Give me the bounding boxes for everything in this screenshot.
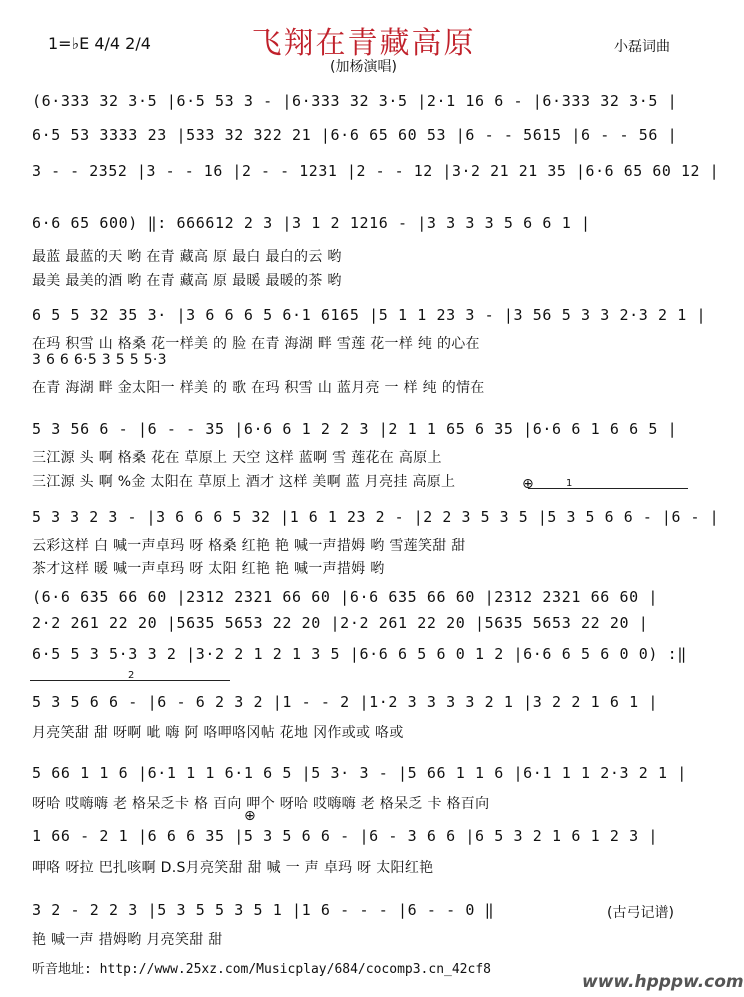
notation-row: (6·6 635 66 60 |2312 2321 66 60 |6·6 635 66 60 |2312 2321 66 60 | <box>32 588 658 606</box>
lyric-line: 三江源 头 啊 %金 太阳在 草原上 酒才 这样 美啊 蓝 月亮挂 高原上 <box>32 474 456 490</box>
song-subtitle: (加杨演唱) <box>330 59 397 75</box>
lyric-line: 艳 喊一声 措姆哟 月亮笑甜 甜 <box>32 932 223 948</box>
lyric-line: 3 6 6 6·5 3 5 5 5·3 <box>32 352 167 368</box>
key-signature: 1=♭E 4/4 2/4 <box>48 34 151 53</box>
lyric-line: 呀哈 哎嗨嗨 老 格呆乏卡 格 百向 呷个 呀哈 哎嗨嗨 老 格呆乏 卡 格百向 <box>32 796 490 812</box>
lyric-line: 月亮笑甜 甜 呀啊 呲 嗨 阿 咯呷咯冈帖 花地 冈作或或 咯或 <box>32 725 404 741</box>
notation-row: 6·5 5 3 5·3 3 2 |3·2 2 1 2 1 3 5 |6·6 6 5 6 0 1 2 |6·6 6 5 6 0 0) :‖ <box>32 645 687 663</box>
lyric-line: 云彩这样 白 喊一声卓玛 呀 格桑 红艳 艳 喊一声措姆 哟 雪莲笑甜 甜 <box>32 538 466 554</box>
notation-row: 6·5 53 3333 23 |533 32 322 21 |6·6 65 60 53 |6 - - 5615 |6 - - 56 | <box>32 126 678 144</box>
notation-row: 5 3 3 2 3 - |3 6 6 6 5 32 |1 6 1 23 2 - |2 2 3 5 3 5 |5 3 5 6 6 - |6 - | <box>32 508 720 526</box>
coda-icon: ⊕ <box>522 476 534 492</box>
lyric-line: 茶才这样 暖 喊一声卓玛 呀 太阳 红艳 艳 喊一声措姆 哟 <box>32 561 385 577</box>
notation-row: 5 66 1 1 6 |6·1 1 1 6·1 6 5 |5 3· 3 - |5 66 1 1 6 |6·1 1 1 2·3 2 1 | <box>32 764 687 782</box>
coda-icon-2: ⊕ <box>244 808 256 824</box>
lyric-line: 在玛 积雪 山 格桑 花一样美 的 脸 在青 海湖 畔 雪莲 花一样 纯 的心在 <box>32 336 480 352</box>
lyric-line: 最蓝 最蓝的天 哟 在青 藏高 原 最白 最白的云 哟 <box>32 249 342 265</box>
composer-credit: 小磊词曲 <box>614 39 670 55</box>
notation-row: 6 5 5 32 35 3· |3 6 6 6 5 6·1 6165 |5 1 1 23 3 - |3 56 5 3 3 2·3 2 1 | <box>32 306 707 324</box>
notation-row: 6·6 65 600) ‖: 666612 2 3 |3 1 2 1216 - |3 3 3 3 5 6 6 1 | <box>32 214 591 232</box>
lyric-line: 最美 最美的酒 哟 在青 藏高 原 最暖 最暖的茶 哟 <box>32 273 342 289</box>
listen-url: 听音地址: http://www.25xz.com/Musicplay/684/cocomp3.cn_42cf8 <box>32 962 491 977</box>
site-watermark: www.hpppw.com <box>582 972 744 992</box>
volta-1-bracket <box>528 488 688 489</box>
notation-source: (古弓记谱) <box>607 905 674 921</box>
song-title: 飞翔在青藏高原 <box>251 26 476 61</box>
notation-row: 3 - - 2352 |3 - - 16 |2 - - 1231 |2 - - 12 |3·2 21 21 35 |6·6 65 60 12 | <box>32 162 720 180</box>
volta-1-label: 1 <box>566 478 573 489</box>
lyric-line: 三江源 头 啊 格桑 花在 草原上 天空 这样 蓝啊 雪 莲花在 高原上 <box>32 450 442 466</box>
notation-row: 2·2 261 22 20 |5635 5653 22 20 |2·2 261 22 20 |5635 5653 22 20 | <box>32 614 649 632</box>
notation-row: 1 66 - 2 1 |6 6 6 35 |5 3 5 6 6 - |6 - 3 6 6 |6 5 3 2 1 6 1 2 3 | <box>32 827 658 845</box>
notation-row: 5 3 56 6 - |6 - - 35 |6·6 6 1 2 2 3 |2 1 1 65 6 35 |6·6 6 1 6 6 5 | <box>32 420 678 438</box>
lyric-line: 在青 海湖 畔 金太阳一 样美 的 歌 在玛 积雪 山 蓝月亮 一 样 纯 的情在 <box>32 380 485 396</box>
notation-row: 3 2 - 2 2 3 |5 3 5 5 3 5 1 |1 6 - - - |6 - - 0 ‖ <box>32 901 495 919</box>
notation-row: 5 3 5 6 6 - |6 - 6 2 3 2 |1 - - 2 |1·2 3 3 3 3 2 1 |3 2 2 1 6 1 | <box>32 693 658 711</box>
lyric-line: 呷咯 呀拉 巴扎咳啊 D.S月亮笑甜 甜 喊 一 声 卓玛 呀 太阳红艳 <box>32 860 434 876</box>
volta-2-label: 2 <box>128 670 135 681</box>
notation-row: (6·333 32 3·5 |6·5 53 3 - |6·333 32 3·5 |2·1 16 6 - |6·333 32 3·5 | <box>32 92 678 110</box>
